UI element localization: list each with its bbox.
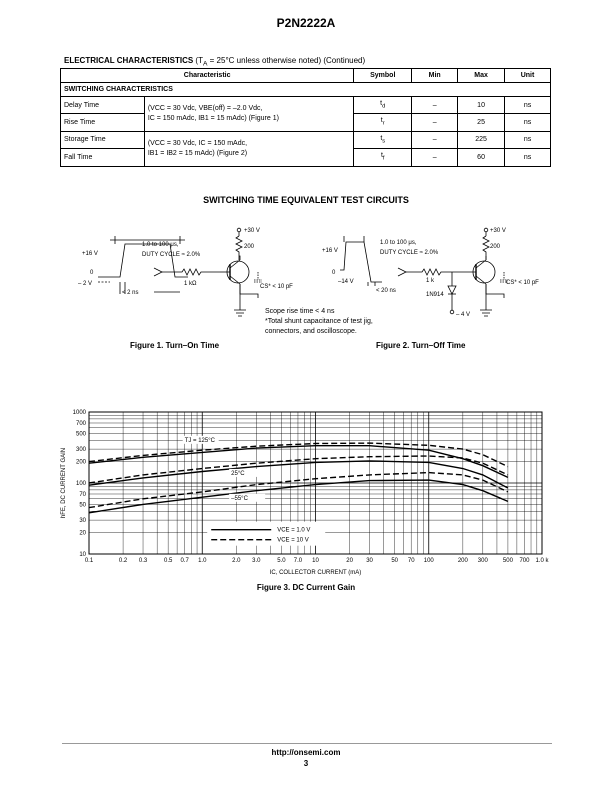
series-line <box>89 470 508 508</box>
svg-text:CS* < 10 pF: CS* < 10 pF <box>260 284 293 290</box>
svg-text:200: 200 <box>244 244 255 250</box>
svg-text:200: 200 <box>490 244 501 250</box>
x-tick-label: 70 <box>407 558 415 564</box>
y-axis-label: hFE, DC CURRENT GAIN <box>61 447 67 519</box>
legend-label: VCE = 1.0 V <box>277 527 311 534</box>
column-header: Max <box>458 69 505 83</box>
svg-text:< 20 ns: < 20 ns <box>376 288 396 294</box>
x-tick-label: 3.0 <box>252 558 261 564</box>
column-header: Characteristic <box>61 69 354 83</box>
electrical-characteristics-title: ELECTRICAL CHARACTERISTICS ($T_A = 25^\circ C$ unless otherwise noted) (Continued) <box>64 56 366 68</box>
x-tick-label: 0.2 <box>118 558 128 564</box>
svg-text:+30 V: +30 V <box>244 228 260 234</box>
column-header: Unit <box>505 69 551 83</box>
legend-label: VCE = 10 V <box>277 537 309 544</box>
x-tick-label: 1.0 k <box>535 558 549 564</box>
y-tick-label: 100 <box>75 481 86 487</box>
footer-url: http://onsemi.com <box>271 748 341 757</box>
x-tick-label: 7.0 <box>293 558 303 564</box>
svg-text:1 k: 1 k <box>426 278 435 284</box>
x-tick-label: 5.0 <box>277 558 286 564</box>
column-header: Symbol <box>354 69 412 83</box>
svg-text:1.0 to 100 μs,: 1.0 to 100 μs, <box>142 242 179 248</box>
input-pulse-waveform <box>340 242 382 282</box>
x-tick-label: 100 <box>423 558 434 564</box>
svg-text:< 2 ns: < 2 ns <box>122 290 139 296</box>
svg-text:0: 0 <box>90 270 94 276</box>
temperature-annotation: –55°C <box>231 495 248 502</box>
y-tick-label: 30 <box>79 518 86 525</box>
table-row: Delay Time (VCC = 30 Vdc, VBE(off) = –2.0 Vdc, IC = 150 mAdc, IB1 = 15 mAdc) (Figure 1) $t_d$ – 10 ns <box>61 97 551 114</box>
x-tick-label: 300 <box>477 558 488 564</box>
y-tick-label: 20 <box>79 530 86 537</box>
x-tick-label: 20 <box>346 558 353 564</box>
x-tick-label: 0.5 <box>163 558 173 564</box>
test-circuits-title: SWITCHING TIME EQUIVALENT TEST CIRCUITS <box>203 195 409 205</box>
x-tick-label: 2.0 <box>232 558 241 564</box>
svg-text:– 2 V: – 2 V <box>78 281 93 287</box>
table-row: Storage Time (VCC = 30 Vdc, IC = 150 mAdc, IB1 = IB2 = 15 mAdc) (Figure 2) $t_s$ – 225 ns <box>61 131 551 148</box>
x-tick-label: 50 <box>391 558 399 564</box>
test-circuit-note: Scope rise time < 4 ns *Total shunt capacitance of test jig, connectors, and oscilloscope. <box>265 308 373 335</box>
temperature-annotation: TJ = 125°C <box>184 437 215 444</box>
x-tick-label: 200 <box>457 558 468 564</box>
figure-3-caption: Figure 3. DC Current Gain <box>256 583 356 592</box>
svg-text:0: 0 <box>332 270 336 276</box>
svg-text:+30 V: +30 V <box>490 228 506 234</box>
x-tick-label: 700 <box>519 558 530 564</box>
figure-2-caption: Figure 2. Turn–Off Time <box>376 341 466 350</box>
page-number: 3 <box>303 759 309 768</box>
switching-characteristics-table <box>60 68 551 167</box>
y-tick-label: 50 <box>79 502 86 509</box>
svg-text:1N914: 1N914 <box>426 292 444 298</box>
table-row: Rise Time $t_r$ – 25 ns <box>61 114 551 131</box>
y-tick-label: 500 <box>75 431 86 438</box>
column-header: Min <box>412 69 458 83</box>
x-tick-label: 30 <box>366 558 373 564</box>
y-tick-label: 300 <box>75 447 86 454</box>
y-tick-label: 1000 <box>72 410 86 416</box>
x-axis-label: IC, COLLECTOR CURRENT (mA) <box>269 570 362 576</box>
svg-text:+16 V: +16 V <box>322 248 338 254</box>
x-tick-label: 1.0 <box>198 558 207 564</box>
table-row: Fall Time $t_f$ – 60 ns <box>61 149 551 166</box>
series-line <box>89 456 508 483</box>
temperature-annotation: 25°C <box>231 470 245 477</box>
x-tick-label: 0.1 <box>84 558 94 564</box>
y-tick-label: 70 <box>79 491 86 498</box>
svg-text:–14 V: –14 V <box>338 279 354 285</box>
y-tick-label: 700 <box>75 420 86 427</box>
footer-divider <box>62 743 552 744</box>
table-header-row <box>61 69 551 83</box>
page-header-part-number: P2N2222A <box>276 16 336 30</box>
x-tick-label: 0.3 <box>138 558 148 564</box>
test-condition: (VCC = 30 Vdc, IC = 150 mAdc, IB1 = IB2 = 15 mAdc) (Figure 2) <box>144 131 353 166</box>
svg-text:DUTY CYCLE ≈ 2.0%: DUTY CYCLE ≈ 2.0% <box>142 252 201 258</box>
svg-text:+16 V: +16 V <box>82 251 98 257</box>
svg-text:CS* < 10 pF: CS* < 10 pF <box>506 280 539 286</box>
x-tick-label: 0.7 <box>180 558 189 564</box>
x-tick-label: 10 <box>312 558 319 564</box>
section-label: SWITCHING CHARACTERISTICS <box>61 83 551 97</box>
svg-text:DUTY CYCLE ≈ 2.0%: DUTY CYCLE ≈ 2.0% <box>380 250 439 256</box>
svg-text:1.0 to 100 μs,: 1.0 to 100 μs, <box>380 240 417 246</box>
svg-text:1 kΩ: 1 kΩ <box>184 281 197 287</box>
dc-current-gain-chart <box>55 404 555 584</box>
figure-1-caption: Figure 1. Turn–On Time <box>130 341 220 350</box>
series-line <box>89 480 508 513</box>
y-tick-label: 200 <box>75 459 86 466</box>
test-condition: (VCC = 30 Vdc, VBE(off) = –2.0 Vdc, IC = 150 mAdc, IB1 = 15 mAdc) (Figure 1) <box>144 97 353 132</box>
svg-text:– 4 V: – 4 V <box>456 312 471 318</box>
y-tick-label: 10 <box>79 552 86 558</box>
x-tick-label: 500 <box>502 558 513 564</box>
